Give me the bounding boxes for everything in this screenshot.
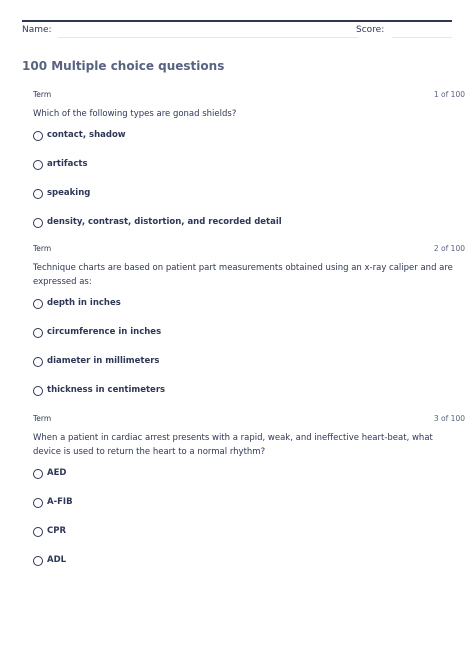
radio-button-icon[interactable] (33, 386, 43, 396)
answer-option-label: contact, shadow (47, 130, 126, 140)
question-prompt: Technique charts are based on patient part measurements obtained using an x-ray caliper and are expressed as: (33, 263, 453, 287)
answer-option[interactable] (33, 386, 465, 415)
answer-option-label: A-FIB (47, 497, 73, 507)
question-card (33, 244, 465, 415)
answer-options (33, 469, 465, 585)
answer-option[interactable] (33, 131, 465, 160)
answer-option[interactable] (33, 469, 465, 498)
question-counter: 2 of 100 (433, 244, 465, 253)
term-label: Term (33, 414, 52, 423)
radio-button-icon[interactable] (33, 218, 43, 228)
name-field[interactable] (58, 37, 358, 38)
answer-option-label: density, contrast, distortion, and recorded detail (47, 217, 282, 227)
answer-option[interactable] (33, 189, 465, 218)
term-label: Term (33, 90, 52, 99)
radio-button-icon[interactable] (33, 299, 43, 309)
answer-option[interactable] (33, 299, 465, 328)
answer-option-label: artifacts (47, 159, 88, 169)
question-counter: 1 of 100 (433, 90, 465, 99)
answer-option-label: depth in inches (47, 298, 121, 308)
answer-option[interactable] (33, 556, 465, 585)
radio-button-icon[interactable] (33, 131, 43, 141)
question-prompt: Which of the following types are gonad shields? (33, 109, 237, 119)
answer-option[interactable] (33, 218, 465, 247)
score-field[interactable] (392, 37, 452, 38)
question-card (33, 90, 465, 247)
answer-option-label: diameter in millimeters (47, 356, 160, 366)
page-title: 100 Multiple choice questions (22, 59, 225, 73)
answer-options (33, 299, 465, 415)
question-card (33, 414, 465, 585)
answer-option-label: speaking (47, 188, 91, 198)
answer-option-label: circumference in inches (47, 327, 162, 337)
answer-option-label: AED (47, 468, 67, 478)
answer-option[interactable] (33, 160, 465, 189)
question-prompt: When a patient in cardiac arrest presents with a rapid, weak, and ineffective heart-beat, what device is used to return the heart to a normal rhythm? (33, 433, 433, 457)
answer-option[interactable] (33, 498, 465, 527)
radio-button-icon[interactable] (33, 189, 43, 199)
answer-option[interactable] (33, 357, 465, 386)
top-divider (22, 20, 452, 22)
answer-options (33, 131, 465, 247)
header-row (22, 24, 452, 40)
radio-button-icon[interactable] (33, 498, 43, 508)
answer-option-label: CPR (47, 526, 67, 536)
radio-button-icon[interactable] (33, 469, 43, 479)
answer-option[interactable] (33, 527, 465, 556)
answer-option[interactable] (33, 328, 465, 357)
score-label: Score: (356, 25, 385, 35)
question-counter: 3 of 100 (433, 414, 465, 423)
answer-option-label: ADL (47, 555, 67, 565)
radio-button-icon[interactable] (33, 160, 43, 170)
radio-button-icon[interactable] (33, 527, 43, 537)
name-label: Name: (22, 25, 52, 35)
radio-button-icon[interactable] (33, 357, 43, 367)
radio-button-icon[interactable] (33, 556, 43, 566)
answer-option-label: thickness in centimeters (47, 385, 166, 395)
radio-button-icon[interactable] (33, 328, 43, 338)
term-label: Term (33, 244, 52, 253)
